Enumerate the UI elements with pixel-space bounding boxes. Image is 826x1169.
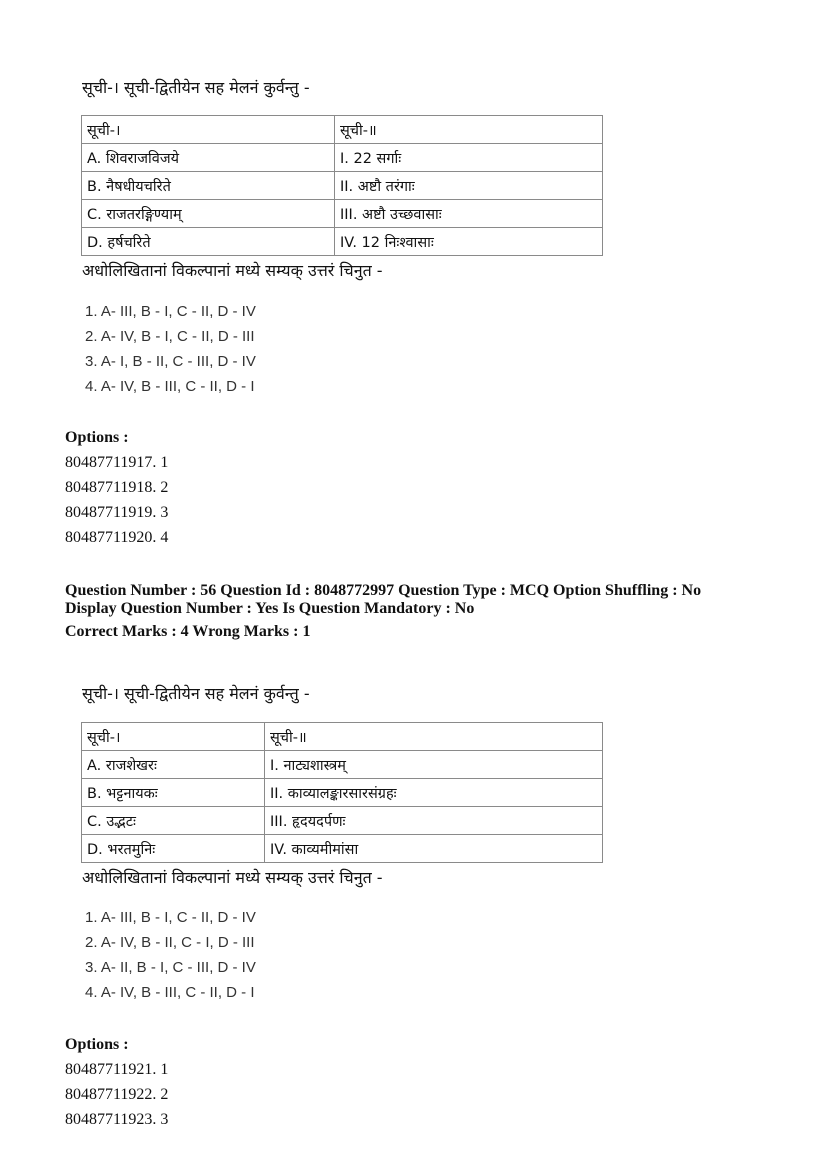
table-cell: I. 22 सर्गाः: [335, 144, 603, 172]
table-header-cell: सूची-।: [82, 723, 265, 751]
options-label: Options :: [65, 1036, 129, 1053]
table-row: [82, 779, 603, 807]
option-id: 80487711918. 2: [65, 479, 169, 496]
match-table: [81, 115, 603, 256]
table-header-cell: सूची-॥: [335, 116, 603, 144]
choice-item: 3. A- II, B - I, C - III, D - IV: [85, 959, 256, 976]
table-row: [82, 172, 603, 200]
choice-item: 1. A- III, B - I, C - II, D - IV: [85, 303, 256, 320]
table-header-row: [82, 723, 603, 751]
choice-item: 2. A- IV, B - II, C - I, D - III: [85, 934, 255, 951]
choice-item: 4. A- IV, B - III, C - II, D - I: [85, 984, 255, 1001]
table-row: [82, 144, 603, 172]
table-cell: C. राजतरङ्गिण्याम्: [82, 200, 335, 228]
choice-item: 4. A- IV, B - III, C - II, D - I: [85, 378, 255, 395]
table-cell: A. शिवराजविजये: [82, 144, 335, 172]
table-cell: IV. काव्यमीमांसा: [265, 835, 603, 863]
option-id: 80487711922. 2: [65, 1086, 169, 1103]
marks-line: Correct Marks : 4 Wrong Marks : 1: [65, 623, 311, 640]
options-label: Options :: [65, 429, 129, 446]
table-cell: D. हर्षचरिते: [82, 228, 335, 256]
table-cell: B. नैषधीयचरिते: [82, 172, 335, 200]
table-cell: C. उद्भटः: [82, 807, 265, 835]
option-id: 80487711920. 4: [65, 529, 169, 546]
table-cell: III. हृदयदर्पणः: [265, 807, 603, 835]
match-table: [81, 722, 603, 863]
table-row: [82, 835, 603, 863]
option-id: 80487711921. 1: [65, 1061, 169, 1078]
table-cell: I. नाट्यशास्त्रम्: [265, 751, 603, 779]
table-row: [82, 807, 603, 835]
question-meta-line: Question Number : 56 Question Id : 8048772997 Question Type : MCQ Option Shuffling : No: [65, 582, 702, 599]
option-id: 80487711917. 1: [65, 454, 169, 471]
table-cell: D. भरतमुनिः: [82, 835, 265, 863]
table-row: [82, 751, 603, 779]
option-id: 80487711919. 3: [65, 504, 169, 521]
table-header-row: [82, 116, 603, 144]
table-header-cell: सूची-॥: [265, 723, 603, 751]
table-cell: II. अष्टौ तरंगाः: [335, 172, 603, 200]
table-cell: III. अष्टौ उच्छवासाः: [335, 200, 603, 228]
choice-item: 1. A- III, B - I, C - II, D - IV: [85, 909, 256, 926]
question-prompt: सूची-। सूची-द्वितीयेन सह मेलनं कुर्वन्तु -: [82, 78, 310, 97]
answer-choices: [85, 905, 256, 1005]
question-prompt: सूची-। सूची-द्वितीयेन सह मेलनं कुर्वन्तु -: [82, 684, 310, 703]
choice-item: 2. A- IV, B - I, C - II, D - III: [85, 328, 255, 345]
table-cell: IV. 12 निःश्वासाः: [335, 228, 603, 256]
table-cell: A. राजशेखरः: [82, 751, 265, 779]
question-meta-line: Display Question Number : Yes Is Question Mandatory : No: [65, 600, 475, 617]
table-row: [82, 228, 603, 256]
table-header-cell: सूची-।: [82, 116, 335, 144]
choice-item: 3. A- I, B - II, C - III, D - IV: [85, 353, 256, 370]
table-cell: B. भट्टनायकः: [82, 779, 265, 807]
instruction-text: अधोलिखितानां विकल्पानां मध्ये सम्यक् उत्तरं चिनुत -: [82, 868, 383, 887]
answer-choices: [85, 299, 256, 399]
table-row: [82, 200, 603, 228]
table-cell: II. काव्यालङ्कारसारसंग्रहः: [265, 779, 603, 807]
instruction-text: अधोलिखितानां विकल्पानां मध्ये सम्यक् उत्तरं चिनुत -: [82, 261, 383, 280]
option-id: 80487711923. 3: [65, 1111, 169, 1128]
